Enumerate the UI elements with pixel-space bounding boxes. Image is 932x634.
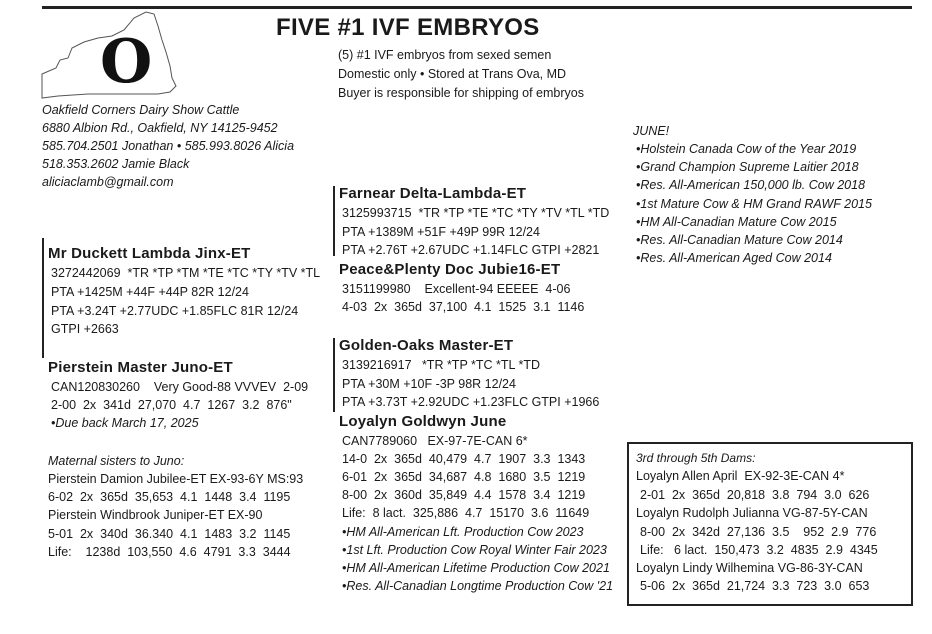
mgs-name: Farnear Delta-Lambda-ET bbox=[339, 185, 527, 202]
dams-box-line-7: 5-06 2x 365d 21,724 3.3 723 3.0 653 bbox=[640, 579, 870, 593]
dam2-line-2: 4-03 2x 365d 37,100 4.1 1525 3.1 1146 bbox=[342, 300, 585, 314]
farm-phone-2: 518.353.2602 Jamie Black bbox=[42, 157, 190, 171]
farm-address: 6880 Albion Rd., Oakfield, NY 14125-9452 bbox=[42, 121, 278, 135]
sire-name: Mr Duckett Lambda Jinx-ET bbox=[48, 245, 251, 262]
dam3-honor-4: •Res. All-Canadian Longtime Production Cow '21 bbox=[342, 579, 614, 593]
dam-due-note: •Due back March 17, 2025 bbox=[51, 416, 199, 430]
june-heading: JUNE! bbox=[633, 124, 670, 138]
mggs-line-1: 3139216917 *TR *TP *TC *TL *TD bbox=[342, 358, 541, 372]
dam3-line-4: 8-00 2x 360d 35,849 4.4 1578 3.4 1219 bbox=[342, 488, 586, 502]
dams-box-line-4: 8-00 2x 342d 27,136 3.5 952 2.9 776 bbox=[640, 525, 877, 539]
farm-logo bbox=[38, 8, 208, 103]
dams-box-line-3: Loyalyn Rudolph Julianna VG-87-5Y-CAN bbox=[636, 506, 868, 520]
sister-2-name: Pierstein Windbrook Juniper-ET EX-90 bbox=[48, 508, 263, 522]
june-honor-3: •Res. All-American 150,000 lb. Cow 2018 bbox=[636, 178, 866, 192]
dam3-honor-1: •HM All-American Lft. Production Cow 2023 bbox=[342, 525, 584, 539]
dams-box-heading: 3rd through 5th Dams: bbox=[636, 451, 756, 465]
mgs-line-2: PTA +1389M +51F +49P 99R 12/24 bbox=[342, 225, 540, 239]
subtitle-line-2: Domestic only • Stored at Trans Ova, MD bbox=[338, 67, 567, 81]
mgs-line-3: PTA +2.76T +2.67UDC +1.14FLC GTPI +2821 bbox=[342, 243, 600, 257]
dam3-honor-3: •HM All-American Lifetime Production Cow 2021 bbox=[342, 561, 610, 575]
june-honor-1: •Holstein Canada Cow of the Year 2019 bbox=[636, 142, 857, 156]
sire-line-3: PTA +3.24T +2.77UDC +1.85FLC 81R 12/24 bbox=[51, 304, 299, 318]
june-honor-7: •Res. All-American Aged Cow 2014 bbox=[636, 251, 832, 265]
dam3-name: Loyalyn Goldwyn June bbox=[339, 413, 507, 430]
dams-box-line-1: Loyalyn Allen April EX-92-3E-CAN 4* bbox=[636, 469, 845, 483]
mggs-line-2: PTA +30M +10F -3P 98R 12/24 bbox=[342, 377, 516, 391]
june-honor-4: •1st Mature Cow & HM Grand RAWF 2015 bbox=[636, 197, 872, 211]
dam2-name: Peace&Plenty Doc Jubie16-ET bbox=[339, 261, 561, 278]
dam2-line-1: 3151199980 Excellent-94 EEEEE 4-06 bbox=[342, 282, 571, 296]
farm-phone-1: 585.704.2501 Jonathan • 585.993.8026 Alicia bbox=[42, 139, 295, 153]
new-york-state-outline-icon bbox=[38, 8, 208, 103]
dam-line-1: CAN120830260 Very Good-88 VVVEV 2-09 bbox=[51, 380, 309, 394]
sister-2-record-1: 5-01 2x 340d 36.340 4.1 1483 3.2 1145 bbox=[48, 527, 291, 541]
pedigree-bracket-left bbox=[42, 238, 44, 358]
sister-1-name: Pierstein Damion Jubilee-ET EX-93-6Y MS:93 bbox=[48, 472, 304, 486]
dam3-honor-2: •1st Lft. Production Cow Royal Winter Fair 2023 bbox=[342, 543, 607, 557]
subtitle-line-1: (5) #1 IVF embryos from sexed semen bbox=[338, 48, 552, 62]
june-honor-5: •HM All-Canadian Mature Cow 2015 bbox=[636, 215, 837, 229]
dam-line-2: 2-00 2x 341d 27,070 4.7 1267 3.2 876" bbox=[51, 398, 292, 412]
mggs-name: Golden-Oaks Master-ET bbox=[339, 337, 514, 354]
maternal-sisters-heading: Maternal sisters to Juno: bbox=[48, 454, 185, 468]
farm-email[interactable]: aliciaclamb@gmail.com bbox=[42, 175, 174, 189]
pedigree-bracket-mgs bbox=[333, 186, 335, 256]
sister-2-record-2: Life: 1238d 103,550 4.6 4791 3.3 3444 bbox=[48, 545, 291, 559]
sire-line-1: 3272442069 *TR *TP *TM *TE *TC *TY *TV *TL bbox=[51, 266, 321, 280]
subtitle-line-3: Buyer is responsible for shipping of embryos bbox=[338, 86, 584, 100]
dam3-line-3: 6-01 2x 365d 34,687 4.8 1680 3.5 1219 bbox=[342, 470, 586, 484]
page-title: FIVE #1 IVF EMBRYOS bbox=[276, 14, 540, 41]
dams-box-line-6: Loyalyn Lindy Wilhemina VG-86-3Y-CAN bbox=[636, 561, 863, 575]
sire-line-2: PTA +1425M +44F +44P 82R 12/24 bbox=[51, 285, 249, 299]
dams-box-line-2: 2-01 2x 365d 20,818 3.8 794 3.0 626 bbox=[640, 488, 870, 502]
pedigree-bracket-mggs bbox=[333, 338, 335, 412]
mggs-line-3: PTA +3.73T +2.92UDC +1.23FLC GTPI +1966 bbox=[342, 395, 600, 409]
dam3-line-5: Life: 8 lact. 325,886 4.7 15170 3.6 11649 bbox=[342, 506, 590, 520]
farm-name: Oakfield Corners Dairy Show Cattle bbox=[42, 103, 240, 117]
june-honor-2: •Grand Champion Supreme Laitier 2018 bbox=[636, 160, 859, 174]
dam3-line-1: CAN7789060 EX-97-7E-CAN 6* bbox=[342, 434, 528, 448]
dam-name: Pierstein Master Juno-ET bbox=[48, 359, 233, 376]
dam3-line-2: 14-0 2x 365d 40,479 4.7 1907 3.3 1343 bbox=[342, 452, 586, 466]
sire-line-4: GTPI +2663 bbox=[51, 322, 119, 336]
june-honor-6: •Res. All-Canadian Mature Cow 2014 bbox=[636, 233, 843, 247]
logo-letter: O bbox=[100, 27, 153, 97]
dams-box-line-5: Life: 6 lact. 150,473 3.2 4835 2.9 4345 bbox=[640, 543, 878, 557]
mgs-line-1: 3125993715 *TR *TP *TE *TC *TY *TV *TL *TD bbox=[342, 206, 610, 220]
sister-1-record: 6-02 2x 365d 35,653 4.1 1448 3.4 1195 bbox=[48, 490, 291, 504]
